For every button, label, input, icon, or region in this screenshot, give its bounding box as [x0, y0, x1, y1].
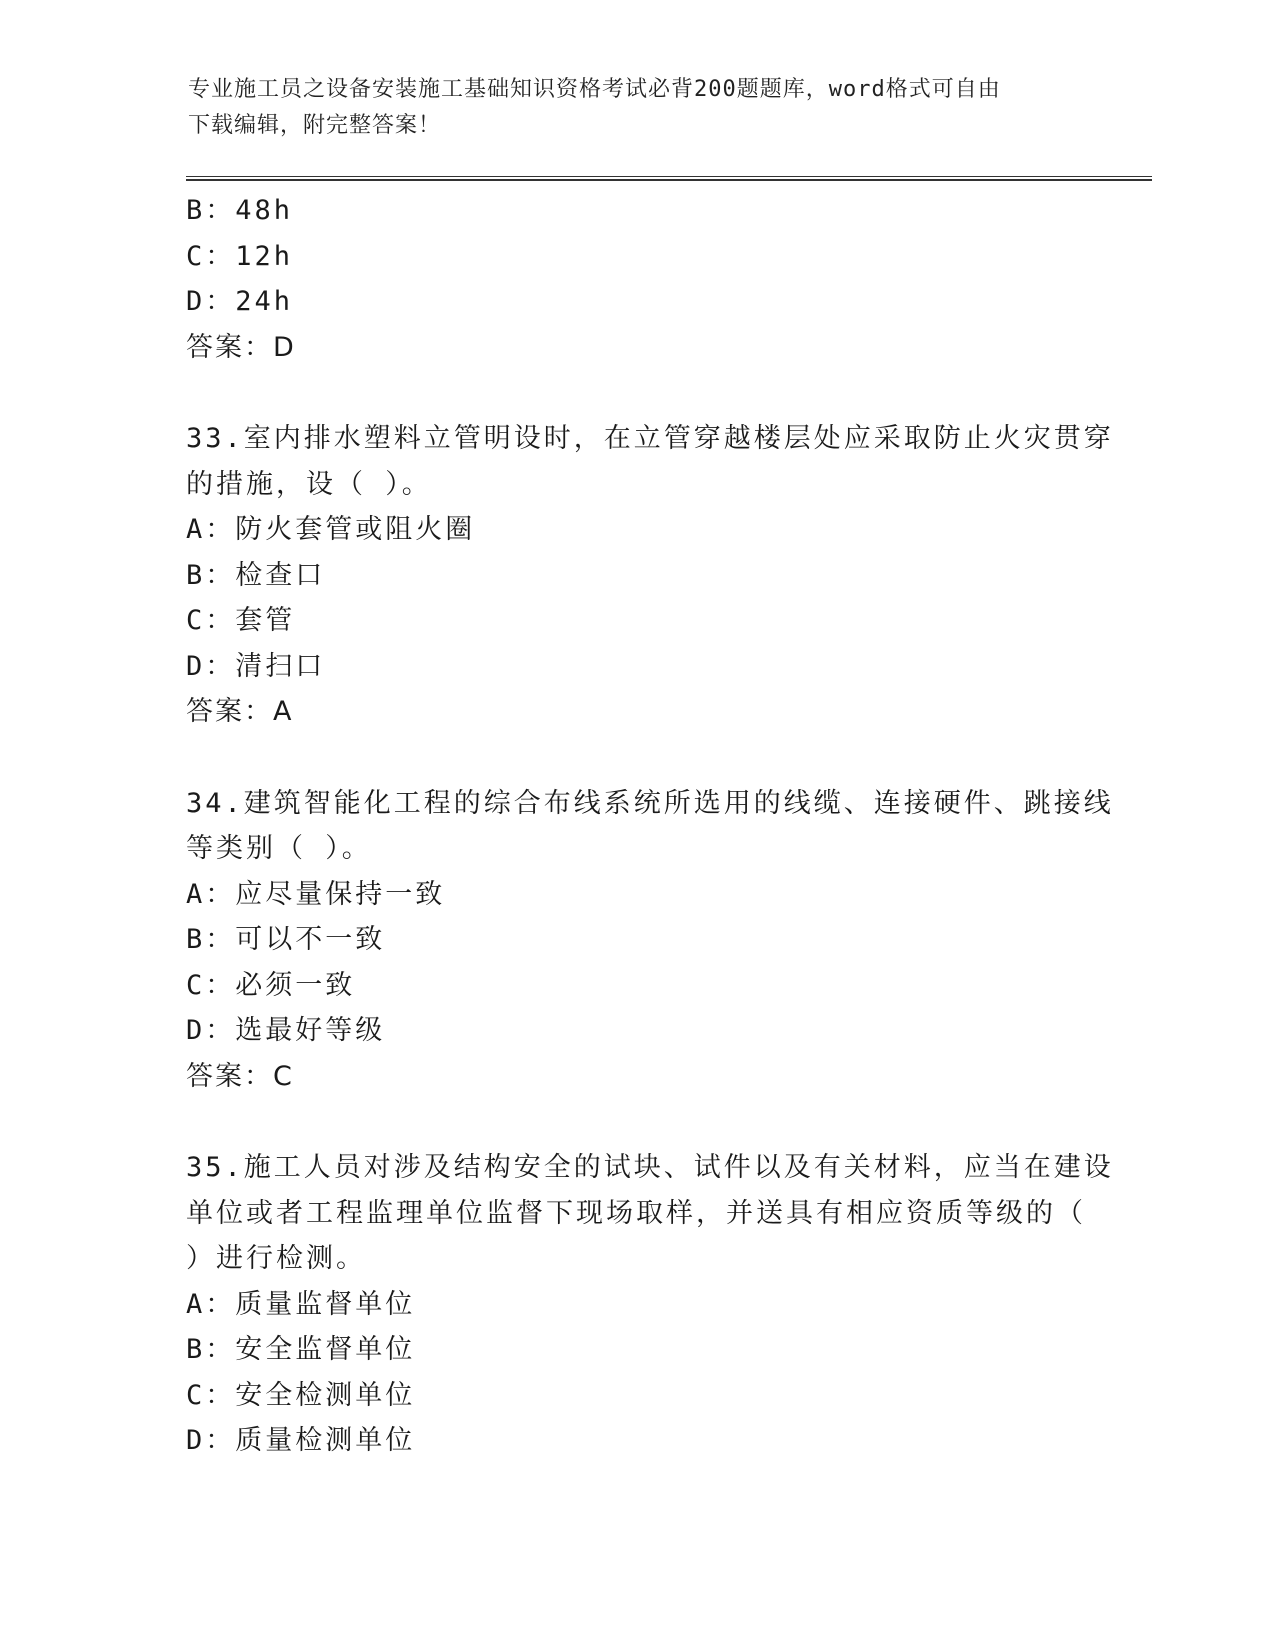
option-d: D：选最好等级 — [186, 1015, 386, 1046]
option-c: C：安全检测单位 — [186, 1379, 416, 1411]
question-text-line: 单位或者工程监理单位监督下现场取样，并送具有相应资质等级的（ — [186, 1197, 1086, 1229]
question-spacer — [186, 1099, 1086, 1145]
option-c: C：必须一致 — [186, 969, 356, 1001]
option-a: A：质量监督单位 — [186, 1288, 416, 1320]
option-d: D：24h — [186, 286, 294, 317]
option-b: B：安全监督单位 — [186, 1334, 416, 1365]
option-b: B：检查口 — [186, 559, 326, 591]
question-34 — [186, 781, 1114, 1100]
option-b: B：可以不一致 — [186, 924, 386, 955]
option-c: C：套管 — [186, 605, 296, 636]
question-spacer — [186, 735, 1086, 781]
header-divider — [186, 176, 1152, 181]
answer-line: 答案：A — [186, 696, 294, 727]
question-text-line: 33.室内排水塑料立管明设时，在立管穿越楼层处应采取防止火灾贯穿 — [186, 423, 1114, 454]
question-35 — [186, 1145, 1114, 1464]
header-line-1: 专业施工员之设备安装施工基础知识资格考试必背200题题库，word格式可自由 — [188, 77, 1001, 102]
answer-line: 答案：C — [186, 1060, 294, 1092]
question-list — [186, 188, 1114, 1464]
answer-line: 答案：D — [186, 331, 296, 363]
document-header — [188, 72, 1068, 144]
question-33 — [186, 416, 1114, 735]
question-text-line: 等类别（ ）。 — [186, 833, 372, 864]
option-d: D：质量检测单位 — [186, 1425, 416, 1456]
question-text-line: 的措施，设（ ）。 — [186, 468, 432, 500]
option-a: A：防火套管或阻火圈 — [186, 514, 476, 545]
header-line-2: 下载编辑，附完整答案！ — [188, 113, 442, 138]
option-c: C：12h — [186, 240, 294, 272]
option-d: D：清扫口 — [186, 650, 326, 682]
question-text-line: 35.施工人员对涉及结构安全的试块、试件以及有关材料，应当在建设 — [186, 1152, 1114, 1183]
question-text-line: 34.建筑智能化工程的综合布线系统所选用的线缆、连接硬件、跳接线 — [186, 787, 1114, 819]
option-a: A：应尽量保持一致 — [186, 878, 446, 910]
question-text-line: ）进行检测。 — [186, 1243, 366, 1274]
option-b: B：48h — [186, 195, 294, 226]
question-spacer — [186, 370, 1086, 416]
